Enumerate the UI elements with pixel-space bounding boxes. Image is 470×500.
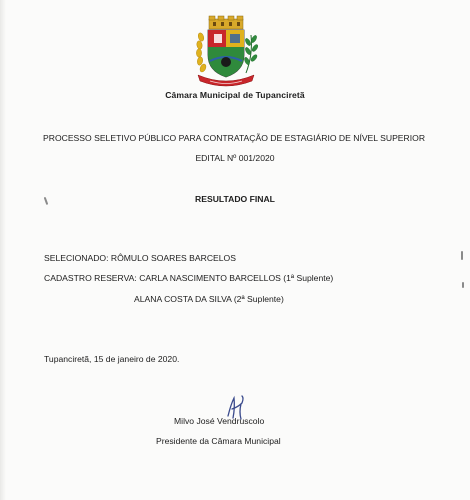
- scan-shadow: [0, 0, 6, 500]
- reserve-second: ALANA COSTA DA SILVA (2ª Suplente): [134, 294, 284, 304]
- edital-number: EDITAL Nº 001/2020: [195, 153, 275, 163]
- place-date: Tupanciretã, 15 de janeiro de 2020.: [44, 354, 180, 364]
- process-title: PROCESSO SELETIVO PÚBLICO PARA CONTRATAÇÃO DE ESTAGIÁRIO DE NÍVEL SUPERIOR: [43, 133, 426, 143]
- reserve-first: CADASTRO RESERVA: CARLA NASCIMENTO BARCELLOS (1ª Suplente): [44, 273, 334, 283]
- result-heading: RESULTADO FINAL: [195, 194, 275, 204]
- institution-name: Câmara Municipal de Tupanciretã: [165, 90, 305, 100]
- signer-role: Presidente da Câmara Municipal: [156, 436, 281, 446]
- signer-name: Milvo José Vendruscolo: [174, 416, 265, 426]
- scan-speck: [461, 251, 463, 260]
- coat-of-arms-icon: [192, 15, 260, 89]
- scan-speck: [462, 282, 464, 288]
- selected-candidate: SELECIONADO: RÔMULO SOARES BARCELOS: [44, 253, 236, 263]
